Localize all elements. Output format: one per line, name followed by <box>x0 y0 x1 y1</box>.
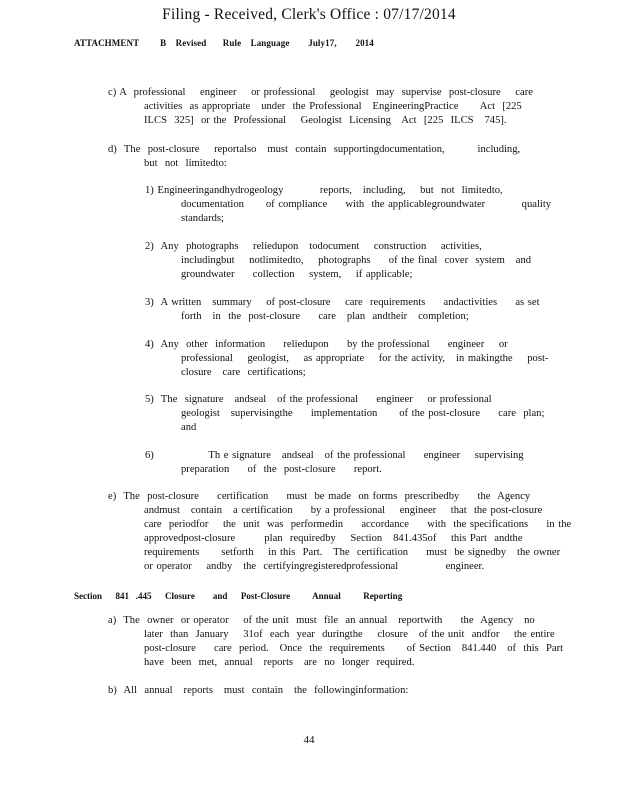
text-line: forth in the post-closure care plan andtheir completion; <box>181 311 469 322</box>
text-line: c) A professional engineer or professional geologist may supervise post-closure care <box>108 87 533 98</box>
text-line: later than January 31of each year duringthe closure of the unit andfor the entire <box>144 629 555 640</box>
text-line: geologist supervisingthe implementation of the post-closure care plan; <box>181 408 545 419</box>
paragraph-d2 <box>145 240 535 282</box>
text-line: ILCS 325] or the Professional Geologist Licensing Act [225 ILCS 745]. <box>144 115 507 126</box>
attachment-line: ATTACHMENT B Revised Rule Language July17, 2014 <box>74 38 374 48</box>
paragraph-d3 <box>145 296 540 324</box>
paragraph-e <box>108 490 572 574</box>
text-line: professional geologist, as appropriate for the activity, in makingthe post- <box>181 353 549 364</box>
text-line: but not limitedto: <box>144 158 227 169</box>
text-line: d) The post-closure reportalso must contain supportingdocumentation, including, <box>108 144 521 155</box>
text-line: requirements setforth in this Part. The certification must be signedby the owner <box>144 547 561 558</box>
text-line: e) The post-closure certification must be made on forms prescribedby the Agency <box>108 491 531 502</box>
text-line: includingbut notlimitedto, photographs of the final cover system and <box>181 255 532 266</box>
paragraph-d <box>108 143 528 171</box>
text-line: post-closure care period. Once the requirements of Section 841.440 of this Part <box>144 643 564 654</box>
text-line: b) All annual reports must contain the followinginformation: <box>108 685 409 696</box>
text-line: 1) Engineeringandhydrogeology reports, including, but not limitedto, <box>145 185 503 196</box>
text-line: activities as appropriate under the Professional EngineeringPractice Act [225 <box>144 101 522 112</box>
page-number: 44 <box>303 734 315 746</box>
paragraph-d6 <box>145 449 535 477</box>
paragraph-d1 <box>145 184 552 226</box>
section-heading: Section 841 .445 Closure and Post-Closure Annual Reporting <box>74 591 403 601</box>
text-line: 3) A written summary of post-closure care requirements andactivities as set <box>145 297 540 308</box>
text-line: 4) Any other information reliedupon by the professional engineer or <box>145 339 508 350</box>
paragraph-d5 <box>145 393 545 435</box>
paragraph-section-a <box>108 614 564 670</box>
text-line: and <box>181 422 197 433</box>
text-line: closure care certifications; <box>181 367 306 378</box>
text-line: andmust contain a certification by a professional engineer that the post-closure <box>144 505 543 516</box>
text-line: groundwater collection system, if applicable; <box>181 269 413 280</box>
filing-stamp-header: Filing - Received, Clerk's Office : 07/17/2014 <box>162 6 456 23</box>
paragraph-section-b <box>108 684 538 698</box>
text-line: or operator andby the certifyingregisteredprofessional engineer. <box>144 561 485 572</box>
text-line: a) The owner or operator of the unit must file an annual reportwith the Agency no <box>108 615 535 626</box>
text-line: approvedpost-closure plan requiredby Section 841.435of this Part andthe <box>144 533 523 544</box>
text-line: have been met, annual reports are no longer required. <box>144 657 415 668</box>
text-line: standards; <box>181 213 224 224</box>
text-line: preparation of the post-closure report. <box>181 464 382 475</box>
text-line: 2) Any photographs reliedupon todocument construction activities, <box>145 241 482 252</box>
text-line: documentation of compliance with the applicablegroundwater quality <box>181 199 552 210</box>
text-line: 5) The signature andseal of the professional engineer or professional <box>145 394 492 405</box>
text-line: 6) Th e signature andseal of the professional engineer supervising <box>145 450 524 461</box>
text-line: care periodfor the unit was performedin accordance with the specifications in the <box>144 519 572 530</box>
paragraph-d4 <box>145 338 549 380</box>
paragraph-c <box>108 86 533 128</box>
